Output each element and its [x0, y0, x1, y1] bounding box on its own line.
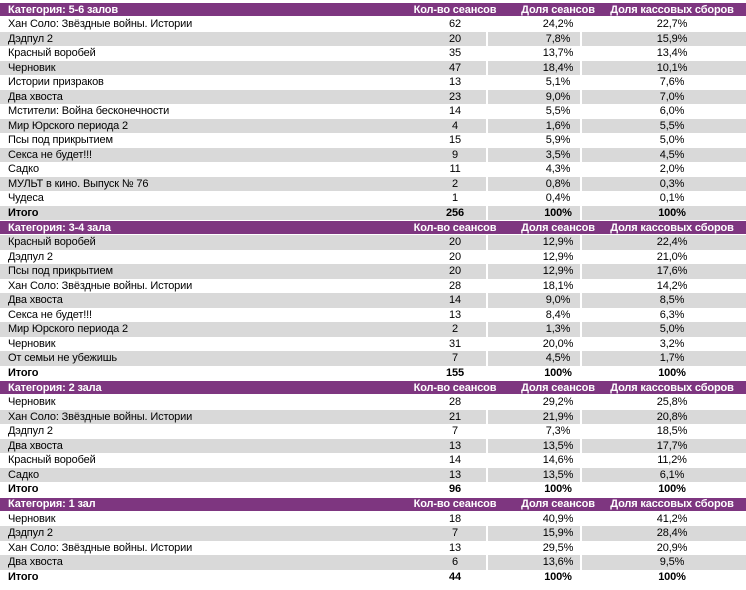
total-row — [0, 206, 746, 221]
boxoffice-share-value: 6,0% — [659, 105, 685, 118]
total-session-share: 100% — [488, 570, 582, 585]
boxoffice-share-value: 18,5% — [656, 425, 688, 438]
movie-title: МУЛЬТ в кино. Выпуск № 76 — [8, 177, 149, 190]
cinema-sessions-report-table — [0, 2, 746, 584]
table-row — [0, 293, 746, 308]
session-count-value: 23 — [424, 90, 488, 105]
table-row — [0, 61, 746, 76]
session-count-value: 2 — [424, 177, 488, 192]
boxoffice-share-value: 0,1% — [659, 192, 685, 205]
table-row — [0, 322, 746, 337]
boxoffice-share-value: 22,7% — [656, 18, 688, 31]
session-share-value: 9,0% — [488, 293, 582, 308]
boxoffice-share-value: 5,5% — [659, 119, 685, 132]
session-count-value: 15 — [424, 133, 488, 148]
session-count-value: 35 — [424, 46, 488, 61]
session-count-value: 14 — [424, 293, 488, 308]
session-share-value: 8,4% — [488, 308, 582, 323]
boxoffice-share-value: 17,7% — [656, 439, 688, 452]
table-row — [0, 468, 746, 483]
movie-title: Два хвоста — [8, 294, 63, 307]
table-row — [0, 424, 746, 439]
boxoffice-share-value: 3,2% — [659, 337, 685, 350]
section-header-row — [0, 380, 746, 395]
table-row — [0, 32, 746, 47]
boxoffice-share-value: 13,4% — [656, 47, 688, 60]
session-share-value: 1,3% — [488, 322, 582, 337]
total-label: Итого — [8, 570, 39, 583]
table-row — [0, 17, 746, 32]
boxoffice-share-value: 11,2% — [657, 454, 687, 467]
table-row — [0, 250, 746, 265]
boxoffice-share-value: 5,0% — [659, 323, 685, 336]
movie-title: Мстители: Война бесконечности — [8, 105, 170, 118]
session-share-value: 13,5% — [488, 439, 582, 454]
movie-title: Хан Соло: Звёздные войны. Истории — [8, 410, 193, 423]
session-share-value: 29,2% — [488, 395, 582, 410]
table-row — [0, 119, 746, 134]
total-boxoffice-share: 100% — [658, 483, 686, 496]
session-count-value: 4 — [424, 119, 488, 134]
table-row — [0, 264, 746, 279]
session-share-value: 5,5% — [488, 104, 582, 119]
total-session-count: 96 — [424, 482, 488, 497]
table-row — [0, 308, 746, 323]
boxoffice-share-value: 21,0% — [656, 250, 688, 263]
movie-title: Хан Соло: Звёздные войны. Истории — [8, 279, 193, 292]
column-header-session-share: Доля сеансов — [521, 221, 595, 234]
section-header-row — [0, 220, 746, 235]
session-count-value: 13 — [424, 75, 488, 90]
movie-title: Дэдпул 2 — [8, 527, 53, 540]
movie-title: Черновик — [8, 337, 56, 350]
session-count-value: 14 — [424, 104, 488, 119]
session-count-value: 6 — [424, 555, 488, 570]
table-row — [0, 177, 746, 192]
column-header-session-count: Кол-во сеансов — [413, 3, 497, 16]
session-share-value: 21,9% — [488, 410, 582, 425]
session-count-value: 21 — [424, 410, 488, 425]
boxoffice-share-value: 25,8% — [656, 396, 688, 409]
session-share-value: 5,1% — [488, 75, 582, 90]
session-count-value: 20 — [424, 264, 488, 279]
session-share-value: 13,6% — [488, 555, 582, 570]
boxoffice-share-value: 6,1% — [659, 468, 685, 481]
boxoffice-share-value: 28,4% — [656, 527, 688, 540]
boxoffice-share-value: 1,7% — [659, 352, 685, 365]
movie-title: От семьи не убежишь — [8, 352, 118, 365]
section-title: Категория: 1 зал — [8, 498, 96, 510]
boxoffice-share-value: 2,0% — [659, 163, 685, 176]
table-row — [0, 512, 746, 527]
boxoffice-share-value: 7,6% — [659, 76, 685, 89]
boxoffice-share-value: 0,3% — [659, 177, 685, 190]
session-count-value: 1 — [424, 191, 488, 206]
session-count-value: 28 — [424, 395, 488, 410]
table-row — [0, 191, 746, 206]
column-header-session-share: Доля сеансов — [521, 3, 595, 16]
boxoffice-share-value: 15,9% — [656, 32, 688, 45]
session-count-value: 13 — [424, 439, 488, 454]
total-label: Итого — [8, 206, 39, 219]
session-share-value: 40,9% — [488, 512, 582, 527]
table-row — [0, 162, 746, 177]
session-share-value: 18,1% — [488, 279, 582, 294]
section-title: Категория: 5-6 залов — [8, 3, 118, 16]
session-share-value: 12,9% — [488, 264, 582, 279]
session-share-value: 1,6% — [488, 119, 582, 134]
movie-title: Садко — [8, 163, 39, 176]
session-share-value: 0,4% — [488, 191, 582, 206]
boxoffice-share-value: 9,5% — [659, 556, 685, 569]
session-count-value: 13 — [424, 308, 488, 323]
boxoffice-share-value: 20,9% — [656, 541, 688, 554]
boxoffice-share-value: 10,1% — [656, 61, 688, 74]
session-count-value: 47 — [424, 61, 488, 76]
table-row — [0, 541, 746, 556]
total-boxoffice-share: 100% — [658, 366, 686, 379]
column-header-boxoffice-share: Доля кассовых сборов — [610, 498, 734, 510]
movie-title: Секса не будет!!! — [8, 308, 92, 321]
column-header-boxoffice-share: Доля кассовых сборов — [610, 221, 734, 234]
session-count-value: 9 — [424, 148, 488, 163]
total-row — [0, 366, 746, 381]
boxoffice-share-value: 41,2% — [656, 512, 688, 525]
boxoffice-share-value: 6,3% — [659, 308, 685, 321]
column-header-boxoffice-share: Доля кассовых сборов — [610, 3, 734, 16]
session-share-value: 7,8% — [488, 32, 582, 47]
session-count-value: 62 — [424, 17, 488, 32]
table-row — [0, 395, 746, 410]
section-header-row — [0, 2, 746, 17]
total-session-share: 100% — [488, 366, 582, 381]
boxoffice-share-value: 14,2% — [656, 279, 688, 292]
session-share-value: 4,5% — [488, 351, 582, 366]
table-row — [0, 133, 746, 148]
column-header-session-count: Кол-во сеансов — [413, 381, 497, 394]
session-share-value: 13,5% — [488, 468, 582, 483]
session-count-value: 28 — [424, 279, 488, 294]
session-count-value: 20 — [424, 32, 488, 47]
total-boxoffice-share: 100% — [658, 570, 686, 583]
movie-title: Черновик — [8, 396, 56, 409]
movie-title: Два хвоста — [8, 90, 63, 103]
session-share-value: 3,5% — [488, 148, 582, 163]
session-share-value: 9,0% — [488, 90, 582, 105]
table-row — [0, 526, 746, 541]
session-count-value: 20 — [424, 235, 488, 250]
movie-title: Мир Юрского периода 2 — [8, 119, 128, 132]
session-share-value: 4,3% — [488, 162, 582, 177]
boxoffice-share-value: 8,5% — [659, 294, 685, 307]
table-row — [0, 104, 746, 119]
table-row — [0, 279, 746, 294]
table-row — [0, 148, 746, 163]
column-header-session-count: Кол-во сеансов — [413, 498, 497, 510]
total-session-share: 100% — [488, 482, 582, 497]
boxoffice-share-value: 4,5% — [659, 148, 685, 161]
total-row — [0, 570, 746, 585]
movie-title: Два хвоста — [8, 439, 63, 452]
boxoffice-share-value: 22,4% — [656, 236, 688, 249]
boxoffice-share-value: 7,0% — [659, 90, 685, 103]
session-count-value: 13 — [424, 468, 488, 483]
boxoffice-share-value: 17,6% — [656, 265, 688, 278]
boxoffice-share-value: 5,0% — [659, 134, 685, 147]
session-count-value: 11 — [424, 162, 488, 177]
table-row — [0, 75, 746, 90]
session-count-value: 7 — [424, 351, 488, 366]
session-share-value: 5,9% — [488, 133, 582, 148]
total-session-count: 256 — [424, 206, 488, 221]
movie-title: Красный воробей — [8, 236, 96, 249]
session-count-value: 7 — [424, 424, 488, 439]
session-share-value: 18,4% — [488, 61, 582, 76]
movie-title: Секса не будет!!! — [8, 148, 92, 161]
table-row — [0, 235, 746, 250]
movie-title: Хан Соло: Звёздные войны. Истории — [8, 541, 193, 554]
session-share-value: 14,6% — [488, 453, 582, 468]
session-share-value: 7,3% — [488, 424, 582, 439]
section-header-row — [0, 497, 746, 512]
session-share-value: 24,2% — [488, 17, 582, 32]
total-session-count: 155 — [424, 366, 488, 381]
movie-title: Дэдпул 2 — [8, 250, 53, 263]
session-share-value: 13,7% — [488, 46, 582, 61]
total-label: Итого — [8, 366, 39, 379]
table-row — [0, 46, 746, 61]
section-title: Категория: 2 зала — [8, 381, 102, 394]
table-row — [0, 555, 746, 570]
movie-title: Садко — [8, 468, 39, 481]
table-row — [0, 453, 746, 468]
session-count-value: 7 — [424, 526, 488, 541]
movie-title: Чудеса — [8, 192, 44, 205]
column-header-session-share: Доля сеансов — [521, 381, 595, 394]
movie-title: Дэдпул 2 — [8, 32, 53, 45]
session-share-value: 29,5% — [488, 541, 582, 556]
session-share-value: 15,9% — [488, 526, 582, 541]
movie-title: Черновик — [8, 512, 56, 525]
session-count-value: 14 — [424, 453, 488, 468]
movie-title: Псы под прикрытием — [8, 265, 113, 278]
movie-title: Красный воробей — [8, 47, 96, 60]
session-count-value: 2 — [424, 322, 488, 337]
movie-title: Два хвоста — [8, 556, 63, 569]
column-header-boxoffice-share: Доля кассовых сборов — [610, 381, 734, 394]
session-share-value: 12,9% — [488, 235, 582, 250]
movie-title: Дэдпул 2 — [8, 425, 53, 438]
table-row — [0, 439, 746, 454]
table-row — [0, 337, 746, 352]
total-label: Итого — [8, 483, 39, 496]
table-row — [0, 410, 746, 425]
column-header-session-count: Кол-во сеансов — [413, 221, 497, 234]
movie-title: Черновик — [8, 61, 56, 74]
session-count-value: 18 — [424, 512, 488, 527]
movie-title: Истории призраков — [8, 76, 104, 89]
session-share-value: 20,0% — [488, 337, 582, 352]
session-count-value: 13 — [424, 541, 488, 556]
column-header-session-share: Доля сеансов — [521, 498, 595, 510]
session-share-value: 0,8% — [488, 177, 582, 192]
table-row — [0, 90, 746, 105]
boxoffice-share-value: 20,8% — [656, 410, 688, 423]
session-share-value: 12,9% — [488, 250, 582, 265]
total-session-share: 100% — [488, 206, 582, 221]
movie-title: Псы под прикрытием — [8, 134, 113, 147]
table-row — [0, 351, 746, 366]
session-count-value: 20 — [424, 250, 488, 265]
total-boxoffice-share: 100% — [658, 206, 686, 219]
movie-title: Красный воробей — [8, 454, 96, 467]
movie-title: Мир Юрского периода 2 — [8, 323, 128, 336]
movie-title: Хан Соло: Звёздные войны. Истории — [8, 18, 193, 31]
total-session-count: 44 — [424, 570, 488, 585]
section-title: Категория: 3-4 зала — [8, 221, 111, 234]
session-count-value: 31 — [424, 337, 488, 352]
total-row — [0, 482, 746, 497]
